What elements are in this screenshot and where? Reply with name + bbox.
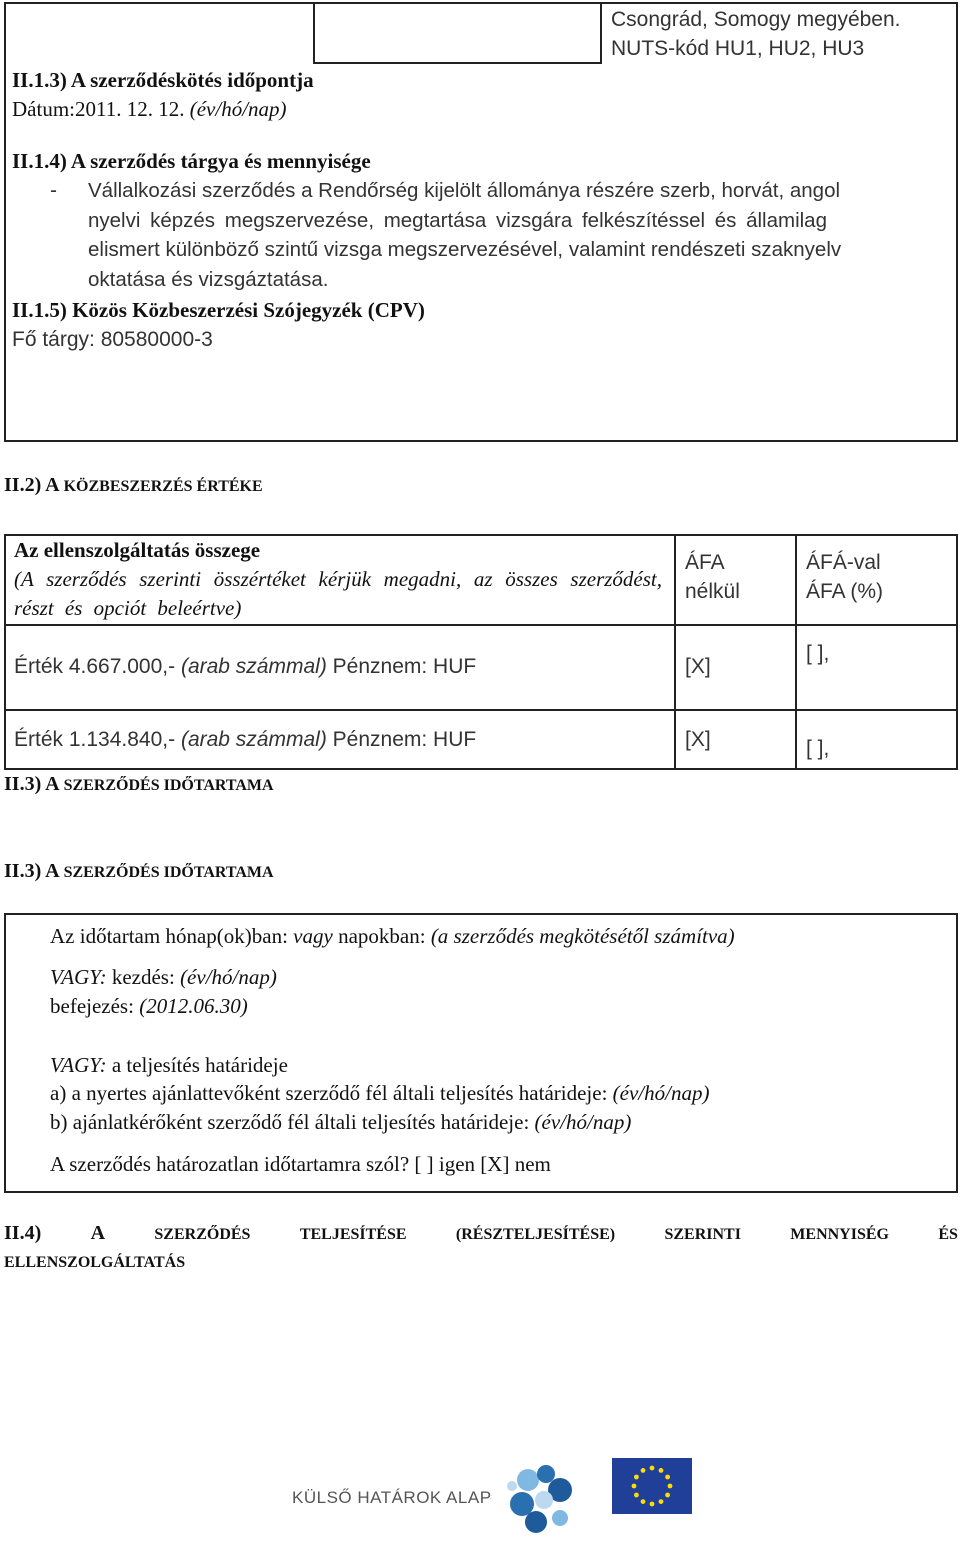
consideration-note: (A szerződés szerinti összértéket kérjük megadni, az összes szerződést, részt és opciót beleértve): [14, 567, 662, 620]
kulso-hatarok-logo-text: KÜLSŐ HATÁROK ALAP: [292, 1488, 492, 1507]
value-row-2: [14, 725, 476, 754]
deadline-b-format: (év/hó/nap): [534, 1110, 632, 1134]
performance-heading-w2: SZERZŐDÉS: [154, 1226, 251, 1243]
contract-date-format: (év/hó/nap): [189, 97, 287, 121]
value-row-1-note: (arab számmal): [180, 655, 327, 678]
duration-note: (a szerződés megkötésétől számítva): [430, 924, 735, 948]
performance-heading-w5: SZERINTI: [664, 1226, 741, 1243]
value-row-2-with-vat: [ ],: [806, 737, 830, 760]
performance-heading-w0: II.4): [4, 1222, 42, 1244]
deadline-label: a teljesítés határideje: [111, 1053, 288, 1077]
value-heading: [4, 474, 263, 497]
value-row-1-amount: Érték 4.667.000,-: [14, 655, 176, 678]
value-row-2-no-vat: [X]: [685, 728, 711, 751]
subject-line-1: Vállalkozási szerződés a Rendőrség kijelölt állománya részére szerb, horvát, angol: [88, 179, 841, 202]
eu-flag-icon: [612, 1458, 692, 1514]
deadline-b-line: [50, 1108, 631, 1137]
performance-heading-w3: TELJESÍTÉSE: [299, 1226, 407, 1243]
deadline-line: [50, 1051, 288, 1080]
value-row-2-currency: Pénznem: HUF: [332, 728, 477, 751]
value-table-col-1: [674, 534, 676, 770]
top-table-divider-2: [600, 2, 602, 64]
value-heading-text: KÖZBESZERZÉS ÉRTÉKE: [63, 478, 263, 495]
indefinite-question: A szerződés határozatlan időtartamra szól? [ ] igen [X] nem: [50, 1152, 551, 1176]
deadline-or: VAGY:: [50, 1053, 107, 1077]
top-table-divider-1: [313, 2, 315, 64]
consideration-title: Az ellenszolgáltatás összege: [14, 538, 261, 562]
duration-heading-first-prefix: II.3) A: [4, 773, 60, 795]
cpv-heading: II.1.5) Közös Közbeszerzési Szójegyzék (CPV): [12, 298, 425, 322]
performance-heading-line1: [4, 1222, 958, 1245]
subject-line-2: nyelvi képzés megszervezése, megtartása vizsgára felkészítéssel és államilag: [88, 208, 827, 232]
value-row-2-note: (arab számmal): [180, 728, 327, 751]
deadline-a-line: [50, 1079, 709, 1108]
duration-heading: [4, 860, 274, 883]
start-label: kezdés:: [111, 965, 175, 989]
value-heading-prefix: II.2) A: [4, 474, 60, 496]
duration-days-label: napokban:: [338, 924, 426, 948]
deadline-b-text: b) ajánlatkérőként szerződő fél általi teljesítés határideje:: [50, 1110, 530, 1134]
duration-heading-prefix: II.3) A: [4, 860, 60, 882]
region-text: Csongrád, Somogy megyében.: [611, 8, 901, 31]
start-or: VAGY:: [50, 965, 107, 989]
contract-subject-heading: II.1.4) A szerződés tárgya és mennyisége: [12, 149, 371, 173]
value-table-col-2: [795, 534, 797, 770]
kulso-hatarok-emblem-icon: [498, 1460, 590, 1540]
contract-date-heading: II.1.3) A szerződéskötés időpontja: [12, 68, 314, 92]
value-row-2-amount: Érték 1.134.840,-: [14, 728, 176, 751]
end-line: [50, 992, 248, 1021]
value-table-row-2: [4, 709, 958, 711]
duration-heading-text: SZERZŐDÉS IDŐTARTAMA: [63, 864, 274, 881]
col-no-vat-line1: ÁFA: [685, 551, 725, 574]
start-line: [50, 963, 277, 992]
start-value: (év/hó/nap): [180, 965, 277, 989]
top-table-row-line: [313, 62, 602, 64]
col-with-vat-line1: ÁFÁ-val: [806, 551, 881, 574]
duration-or: vagy: [293, 924, 333, 948]
col-no-vat-line2: nélkül: [685, 580, 740, 603]
deadline-a-text: a) a nyertes ajánlattevőként szerződő fél általi teljesítés határideje:: [50, 1081, 608, 1105]
value-row-1-no-vat: [X]: [685, 655, 711, 678]
deadline-a-format: (év/hó/nap): [612, 1081, 710, 1105]
performance-heading-w4: (RÉSZTELJESÍTÉSE): [455, 1226, 616, 1243]
end-label: befejezés:: [50, 994, 134, 1018]
subject-dash: -: [50, 179, 57, 202]
nuts-code-text: NUTS-kód HU1, HU2, HU3: [611, 37, 865, 60]
value-table-row-1: [4, 624, 958, 626]
contract-date-value: Dátum:2011. 12. 12.: [12, 97, 185, 121]
value-row-1-with-vat: [ ],: [806, 642, 830, 665]
performance-heading-line2: ELLENSZOLGÁLTATÁS: [4, 1254, 186, 1271]
subject-line-4: oktatása és vizsgáztatása.: [88, 267, 329, 291]
value-row-1-currency: Pénznem: HUF: [332, 655, 477, 678]
duration-months-label: Az időtartam hónap(ok)ban:: [50, 924, 288, 948]
end-value: (2012.06.30): [139, 994, 248, 1018]
subject-description: [88, 176, 942, 294]
duration-heading-first-text: SZERZŐDÉS IDŐTARTAMA: [63, 777, 274, 794]
duration-heading-first: [4, 773, 274, 796]
col-with-vat-line2: ÁFA (%): [806, 580, 884, 603]
duration-line: [50, 922, 735, 951]
value-row-1: [14, 652, 476, 681]
contract-date: [12, 95, 287, 124]
performance-heading-w1: A: [90, 1222, 106, 1244]
performance-heading-w7: ÉS: [938, 1226, 958, 1243]
subject-line-3: elismert különböző szintű vizsga megszervezésével, valamint rendészeti szaknyelv: [88, 238, 842, 261]
cpv-main-subject: Fő tárgy: 80580000-3: [12, 328, 213, 351]
performance-heading-w6: MENNYISÉG: [790, 1226, 889, 1243]
